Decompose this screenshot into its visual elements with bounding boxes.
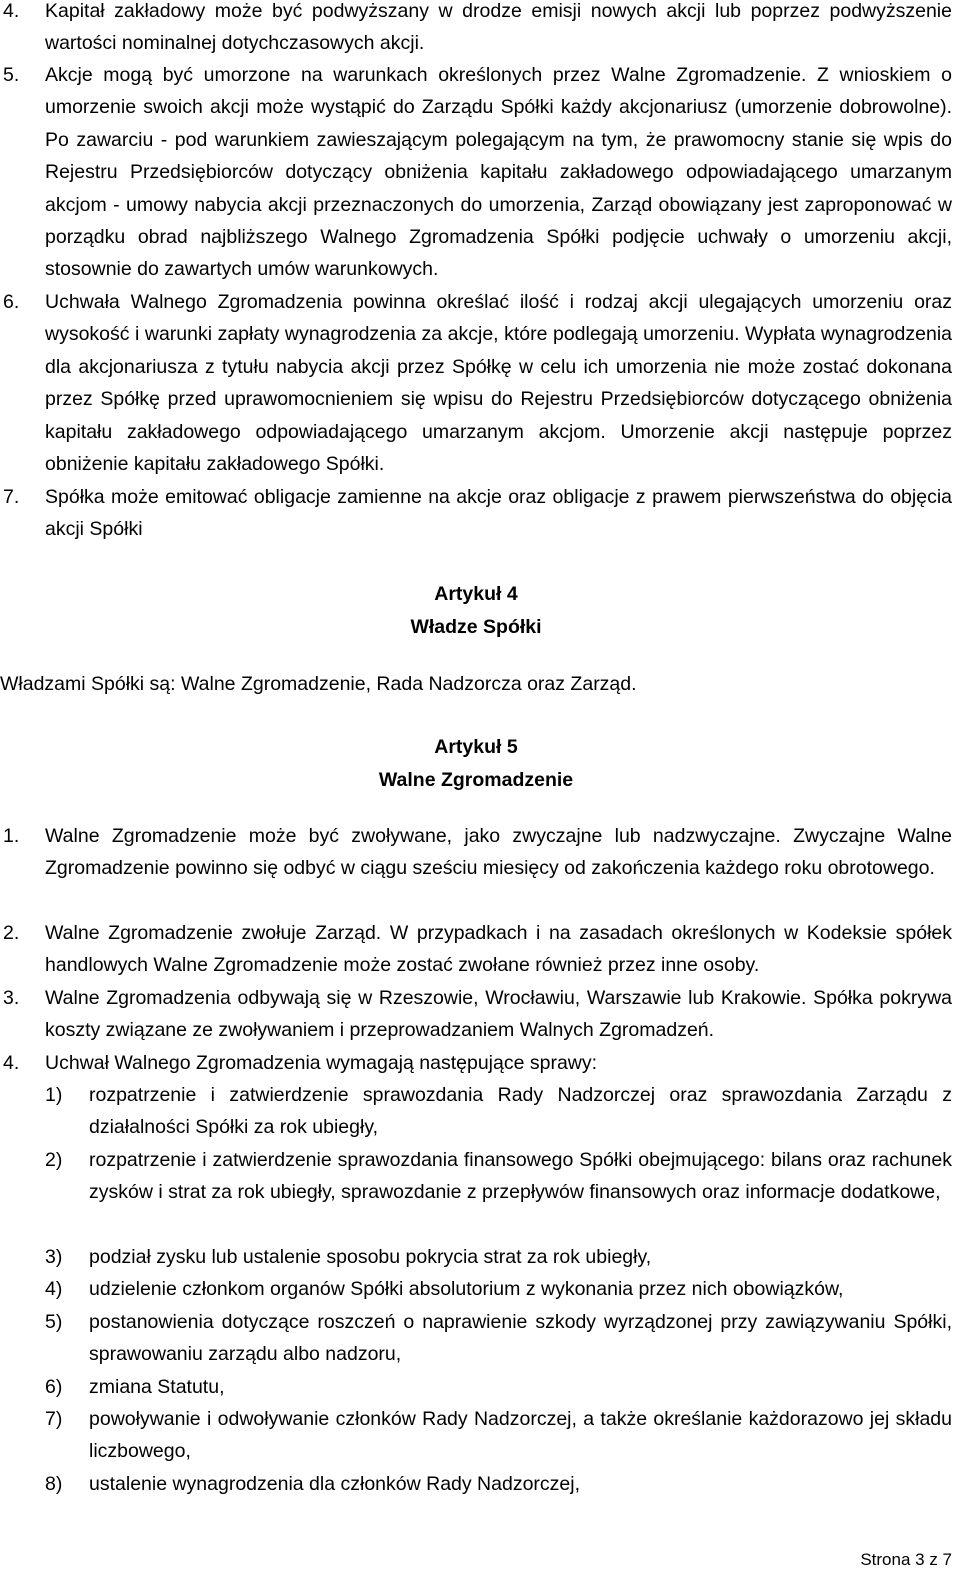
sub-item-text: zmiana Statutu,	[89, 1376, 225, 1398]
list-item-text: Uchwał Walnego Zgromadzenia wymagają następujące sprawy:	[45, 1052, 598, 1074]
paragraph: Władzami Spółki są: Walne Zgromadzenie, Rada Nadzorcza oraz Zarząd.	[0, 673, 637, 695]
article-title: Władze Spółki	[410, 616, 542, 638]
list-item-number: 2.	[3, 922, 20, 944]
sub-list-item	[45, 1144, 952, 1209]
list-item	[0, 0, 952, 60]
list-item-text: Walne Zgromadzenie może być zwoływane, jako zwyczajne lub nadzwyczajne. Zwyczajne Walne Zgromadzenie powinno się odbyć w ciągu sześciu miesięcy od zakończenia każdego roku obrotowego.	[45, 825, 952, 880]
article-title: Walne Zgromadzenie	[378, 769, 574, 791]
list-item-text: Walne Zgromadzenia odbywają się w Rzeszowie, Wrocławiu, Warszawie lub Krakowie. Spółka pokrywa koszty związane ze zwoływaniem i przeprowadzaniem Walnych Zgromadzeń.	[45, 987, 952, 1042]
sub-item-number: 4)	[45, 1278, 63, 1300]
list-item-number: 1.	[3, 825, 20, 847]
sub-item-number: 3)	[45, 1246, 63, 1268]
list-item	[0, 481, 952, 546]
list-item-text: Akcje mogą być umorzone na warunkach określonych przez Walne Zgromadzenie. Z wnioskiem o umorzenie swoich akcji może wystąpić do Zarządu Spółki każdy akcjonariusz (umorzenie dobrowolne). Po zawarciu - pod warunkiem zawieszającym polegającym na tym, że prawomocny stanie się wpis do Rejestru Przedsiębiorców dotyczący obniżenia kapitału zakładowego odpowiadającego umarzanym akcjom - umowy nabycia akcji przeznaczonych do umorzenia, Zarząd obowiązany jest zaproponować w porządku obrad najbliższego Walnego Zgromadzenia Spółki podjęcie uchwały o umorzeniu akcji, stosownie do zawartych umów warunkowych.	[45, 64, 952, 281]
sub-item-text: rozpatrzenie i zatwierdzenie sprawozdania finansowego Spółki obejmującego: bilans oraz rachunek zysków i strat za rok ubiegły, sprawozdanie z przepływów finansowych oraz informacje dodatkowe,	[89, 1149, 952, 1204]
list-item	[0, 286, 952, 480]
list-item-number: 3.	[3, 987, 20, 1009]
list-item-text: Kapitał zakładowy może być podwyższany w drodze emisji nowych akcji lub poprzez podwyższenie wartości nominalnej dotychczasowych akcji.	[45, 0, 952, 55]
list-item-text: Spółka może emitować obligacje zamienne na akcje oraz obligacje z prawem pierwszeństwa do objęcia akcji Spółki	[45, 486, 952, 541]
sub-item-number: 1)	[45, 1084, 63, 1106]
sub-list-item	[45, 1273, 952, 1305]
sub-item-text: postanowienia dotyczące roszczeń o naprawienie szkody wyrządzonej przy zawiązywaniu Spółki, sprawowaniu zarządu albo nadzoru,	[89, 1311, 952, 1366]
sub-list-item	[45, 1241, 952, 1273]
list-item-number: 6.	[3, 291, 20, 313]
list-item	[0, 820, 952, 885]
sub-list-item	[45, 1306, 952, 1371]
article-number: Artykuł 4	[434, 583, 518, 605]
sub-item-number: 6)	[45, 1376, 63, 1398]
page-number: Strona 3 z 7	[860, 1550, 952, 1569]
sub-item-number: 7)	[45, 1408, 63, 1430]
list-item-number: 4.	[3, 1052, 20, 1074]
sub-item-number: 2)	[45, 1149, 63, 1171]
sub-list-item	[45, 1403, 952, 1468]
list-item	[0, 917, 952, 982]
list-item-number: 4.	[3, 0, 20, 22]
sub-item-text: podział zysku lub ustalenie sposobu pokrycia strat za rok ubiegły,	[89, 1246, 652, 1268]
sub-item-number: 5)	[45, 1311, 63, 1333]
sub-item-text: rozpatrzenie i zatwierdzenie sprawozdania Rady Nadzorczej oraz sprawozdania Zarządu z działalności Spółki za rok ubiegły,	[89, 1084, 952, 1139]
sub-list-item	[45, 1079, 952, 1144]
article-number: Artykuł 5	[434, 736, 518, 758]
list-item-number: 5.	[3, 64, 20, 86]
list-item-text: Uchwała Walnego Zgromadzenia powinna określać ilość i rodzaj akcji ulegających umorzeniu oraz wysokość i warunki zapłaty wynagrodzenia za akcje, które podlegają umorzeniu. Wypłata wynagrodzenia dla akcjonariusza z tytułu nabycia akcji przez Spółkę w celu ich umorzenia nie może zostać dokonana przez Spółkę przed uprawomocnieniem się wpisu do Rejestru Przedsiębiorców dotyczącego obniżenia kapitału zakładowego odpowiadającego umarzanym akcjom. Umorzenie akcji następuje poprzez obniżenie kapitału zakładowego Spółki.	[45, 291, 952, 476]
sub-item-number: 8)	[45, 1473, 63, 1495]
list-item-text: Walne Zgromadzenie zwołuje Zarząd. W przypadkach i na zasadach określonych w Kodeksie spółek handlowych Walne Zgromadzenie może zostać zwołane również przez inne osoby.	[45, 922, 952, 977]
sub-item-text: ustalenie wynagrodzenia dla członków Rady Nadzorczej,	[89, 1473, 581, 1495]
list-item-number: 7.	[3, 486, 20, 508]
list-item	[0, 982, 952, 1047]
list-item	[0, 59, 952, 286]
sub-item-text: udzielenie członkom organów Spółki absolutorium z wykonania przez nich obowiązków,	[89, 1278, 844, 1300]
sub-list-item	[45, 1468, 952, 1500]
sub-item-text: powoływanie i odwoływanie członków Rady Nadzorczej, a także określanie każdorazowo jej składu liczbowego,	[89, 1408, 952, 1463]
list-item	[0, 1047, 952, 1079]
sub-list-item	[45, 1371, 952, 1403]
